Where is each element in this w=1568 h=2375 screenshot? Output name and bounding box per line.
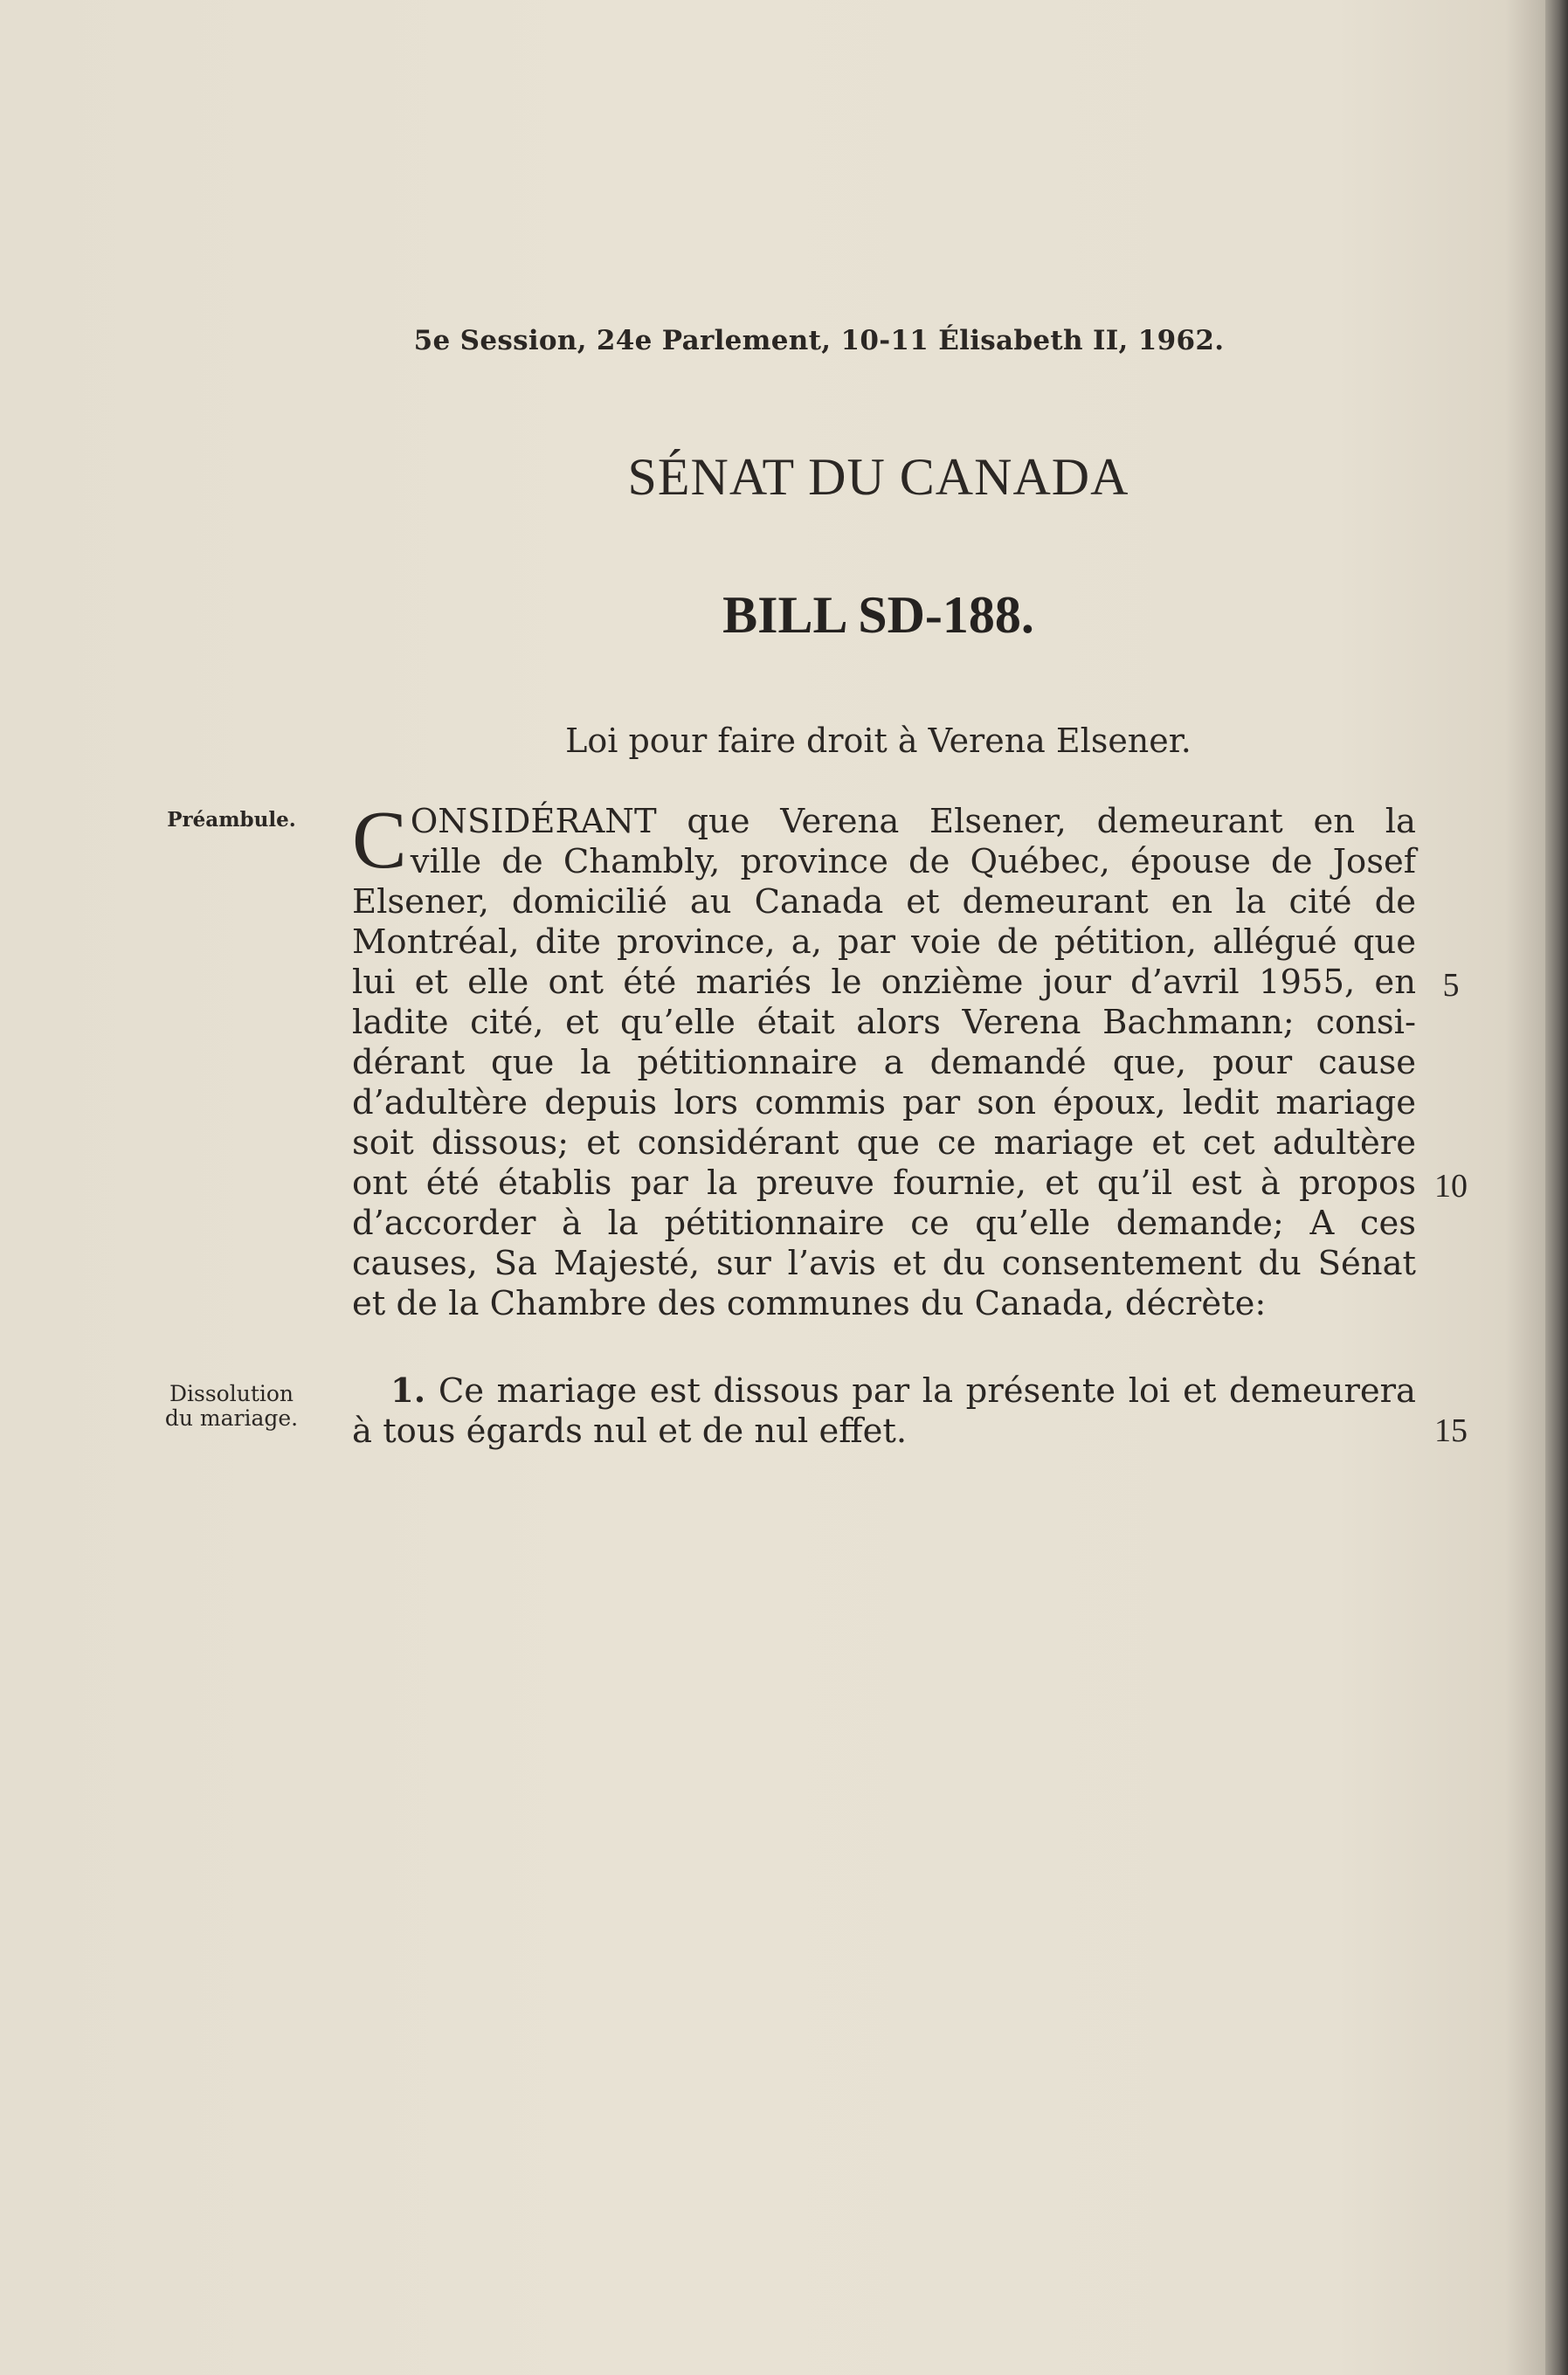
preamble-line: d’accorder à la pétitionnaire ce qu’elle demande; A ces: [352, 1204, 1416, 1243]
margin-note-dissolution: [144, 1382, 319, 1431]
preamble-line: lui et elle ont été mariés le onzième jour d’avril 1955, en: [352, 963, 1416, 1002]
preamble-line: d’adultère depuis lors commis par son époux, ledit mariage: [352, 1083, 1416, 1122]
preamble-line: ont été établis par la preuve fournie, et qu’il est à propos: [352, 1163, 1416, 1203]
section-1: [352, 1371, 1416, 1452]
drop-cap: C: [352, 795, 407, 886]
preamble-paragraph: [352, 795, 1416, 1324]
section-1-line: à tous égards nul et de nul effet.: [352, 1412, 908, 1451]
section-number: 1.: [390, 1371, 426, 1411]
line-number: 5: [1442, 967, 1460, 1004]
preamble-line: ladite cité, et qu’elle était alors Verena Bachmann; consi-: [352, 1003, 1416, 1042]
bill-number: BILL SD-188.: [722, 586, 1034, 644]
margin-note-preamble: Préambule.: [167, 808, 296, 832]
session-header: 5e Session, 24e Parlement, 10-11 Élisabeth II, 1962.: [413, 325, 1225, 356]
margin-note-dissolution-line2: du mariage.: [164, 1405, 299, 1431]
institution-heading: SÉNAT DU CANADA: [627, 448, 1129, 506]
margin-note-dissolution-line1: Dissolution: [169, 1381, 294, 1406]
preamble-line: et de la Chambre des communes du Canada, décrète:: [352, 1284, 1267, 1323]
preamble-line: causes, Sa Majesté, sur l’avis et du consentement du Sénat: [352, 1244, 1416, 1283]
line-number: 15: [1434, 1412, 1468, 1449]
preamble-line: Montréal, dite province, a, par voie de pétition, allégué que: [352, 922, 1416, 962]
bill-title: Loi pour faire droit à Verena Elsener.: [565, 721, 1192, 760]
section-1-text: Ce mariage est dissous par la présente loi et demeurera: [438, 1371, 1417, 1411]
preamble-line: ville de Chambly, province de Québec, épouse de Josef: [410, 842, 1416, 881]
preamble-line: ONSIDÉRANT que Verena Elsener, demeurant en la: [410, 802, 1416, 841]
preamble-line: dérant que la pétitionnaire a demandé que, pour cause: [352, 1043, 1416, 1082]
preamble-line: Elsener, domicilié au Canada et demeurant en la cité de: [352, 882, 1416, 922]
line-number: 10: [1434, 1168, 1468, 1205]
preamble-line: soit dissous; et considérant que ce mariage et cet adultère: [352, 1123, 1416, 1163]
section-1-line: [352, 1371, 1416, 1412]
